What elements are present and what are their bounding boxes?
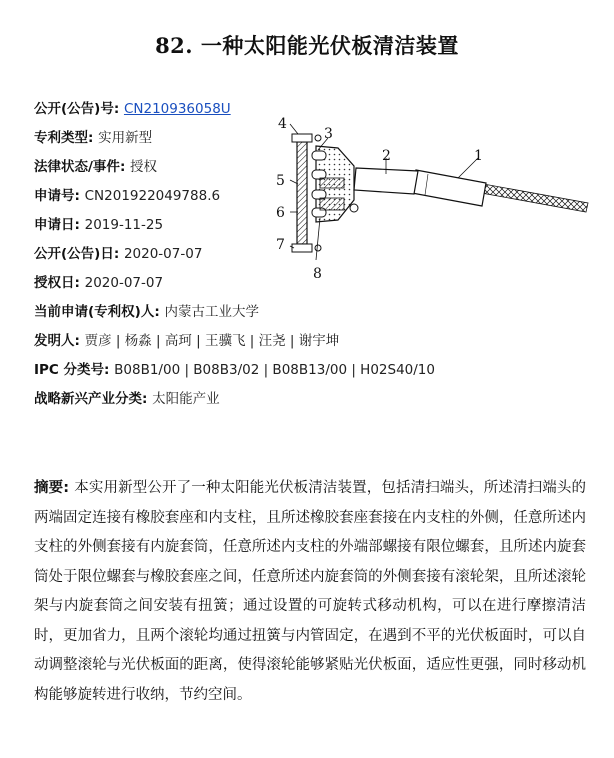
callout-label: 4 [278, 116, 287, 132]
field-value: 贾彦 | 杨淼 | 高珂 | 王骥飞 | 汪尧 | 谢宇坤 [84, 333, 340, 349]
field-application-date: 申请日: 2019-11-25 [34, 217, 164, 233]
field-label: 公开(公告)号 [34, 101, 114, 117]
field-label: 战略新兴产业分类 [34, 391, 142, 407]
field-value: 内蒙古工业大学 [164, 304, 259, 320]
field-value: CN201922049788.6 [84, 188, 221, 204]
callout-label: 8 [313, 266, 322, 282]
field-value: 实用新型 [98, 130, 153, 146]
abstract-section: 摘要: 本实用新型公开了一种太阳能光伏板清洁装置，包括清扫端头，所述清扫端头的两端固定连接有橡胶套座和内支柱，且所述橡胶套座套接在内支柱的外侧，任意所述内支柱的外侧套接有内旋套筒，任意所述内支柱的外端部螺接有限位螺套，且所述内旋套筒处于限位螺套与橡胶套座之间，任意所述内旋套筒的外侧套接有滚轮架，且所述滚轮架与内旋套筒之间安装有扭簧；通过设置的可旋转式移动机构，可以在进行摩擦清洁时，更加省力，且两个滚轮均通过扭簧与内管固定，在遇到不平的光伏板面时，可以自动调整滚轮与光伏板面的距离，使得滚轮能够紧贴光伏板面，适应性更强，同时移动机构能够旋转进行收纳，节约空间。 [34, 480, 587, 703]
callout-label: 3 [324, 126, 333, 142]
callout-label: 5 [276, 173, 285, 189]
field-label: 发明人 [34, 333, 75, 349]
callout-label: 6 [276, 205, 285, 221]
field-label: 法律状态/事件 [34, 159, 120, 175]
page-title: 82. 一种太阳能光伏板清洁装置 [155, 33, 459, 58]
field-value: 太阳能产业 [152, 391, 220, 407]
patent-drawing [268, 108, 598, 288]
field-label: 当前申请(专利权)人 [34, 304, 155, 320]
field-application-number: 申请号: CN201922049788.6 [34, 188, 221, 204]
abstract-label: 摘要 [34, 480, 64, 496]
field-value: 2020-07-07 [84, 275, 164, 291]
field-label: 申请号 [34, 188, 75, 204]
field-applicant: 当前申请(专利权)人: 内蒙古工业大学 [34, 304, 259, 320]
handle-tube [412, 170, 486, 206]
abstract-text: 本实用新型公开了一种太阳能光伏板清洁装置，包括清扫端头，所述清扫端头的两端固定连接有橡胶套座和内支柱，且所述橡胶套座套接在内支柱的外侧，任意所述内支柱的外侧套接有内旋套筒，任意所述内支柱的外端部螺接有限位螺套，且所述内旋套筒处于限位螺套与橡胶套座之间，任意所述内旋套筒的外侧套接有滚轮架，且所述滚轮架与内旋套筒之间安装有扭簧；通过设置的可旋转式移动机构，可以在进行摩擦清洁时，更加省力，且两个滚轮均通过扭簧与内管固定，在遇到不平的光伏板面时，可以自动调整滚轮与光伏板面的距离，使得滚轮能够紧贴光伏板面，适应性更强，同时移动机构能够旋转进行收纳，节约空间。 [34, 480, 587, 703]
field-industry-category: 战略新兴产业分类: 太阳能产业 [34, 391, 220, 407]
field-label: 授权日 [34, 275, 75, 291]
callout-label: 7 [276, 237, 285, 253]
field-publication-date: 公开(公告)日: 2020-07-07 [34, 246, 203, 262]
field-label: 专利类型 [34, 130, 88, 146]
field-patent-type: 专利类型: 实用新型 [34, 130, 153, 146]
field-value: 2020-07-07 [123, 246, 203, 262]
field-grant-date: 授权日: 2020-07-07 [34, 275, 164, 291]
field-label: 公开(公告)日 [34, 246, 114, 262]
field-ipc: IPC 分类号: B08B1/00 | B08B3/02 | B08B13/00 | H02S40/10 [34, 362, 435, 378]
field-inventors: 发明人: 贾彦 | 杨淼 | 高珂 | 王骥飞 | 汪尧 | 谢宇坤 [34, 333, 340, 349]
field-value: 2019-11-25 [84, 217, 164, 233]
field-label: 申请日 [34, 217, 75, 233]
field-publication-number: 公开(公告)号: CN210936058U [34, 101, 231, 117]
rope-cable [476, 183, 588, 212]
field-value: 授权 [130, 159, 158, 175]
callout-label: 2 [382, 148, 391, 164]
field-legal-status: 法律状态/事件: 授权 [34, 159, 158, 175]
callout-label: 1 [474, 148, 483, 164]
field-label: IPC 分类号 [34, 362, 105, 378]
publication-number-link[interactable]: CN210936058U [123, 101, 231, 117]
field-value: B08B1/00 | B08B3/02 | B08B13/00 | H02S40/10 [114, 362, 435, 378]
